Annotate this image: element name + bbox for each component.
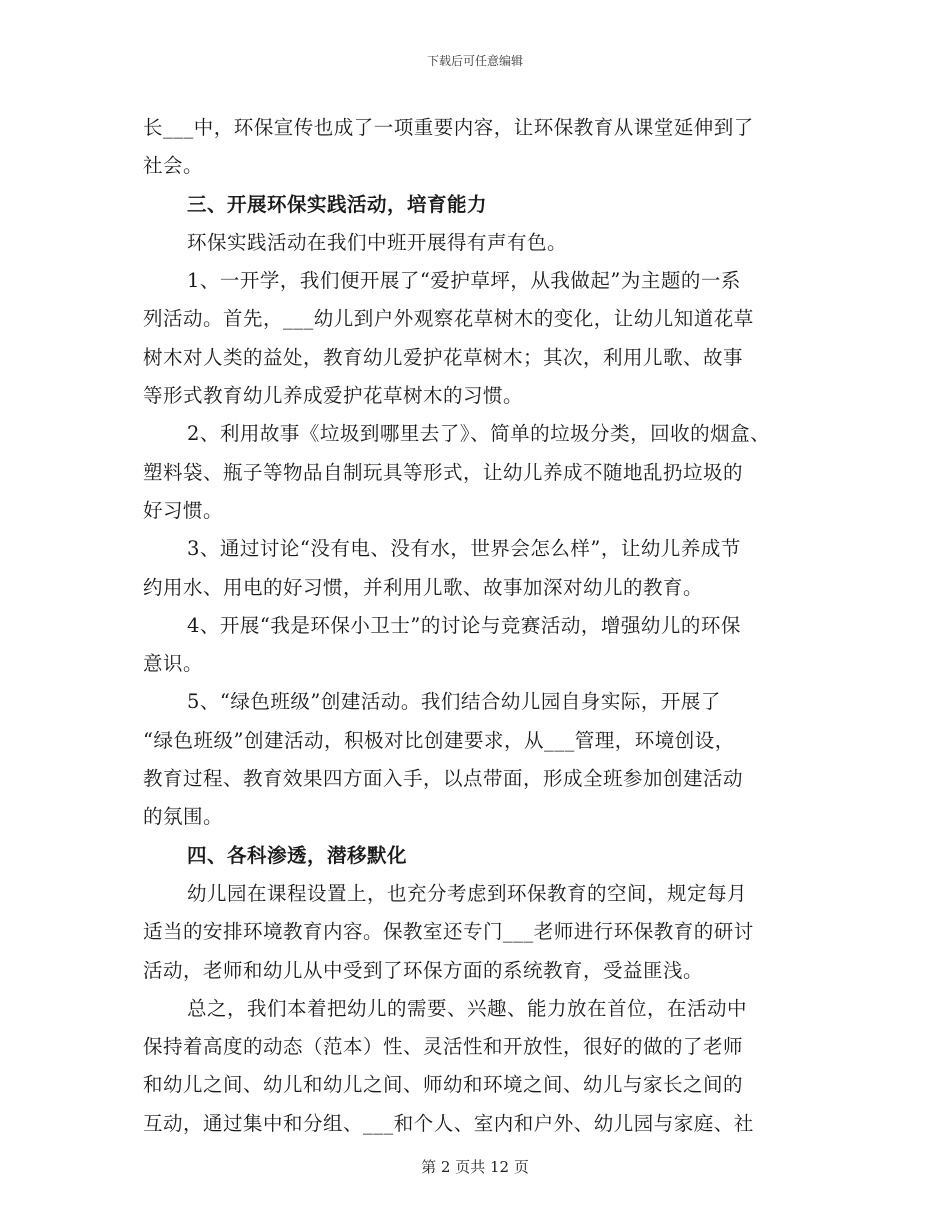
text-line: 总之，我们本着把幼儿的需要、兴趣、能力放在首位，在活动中	[187, 996, 748, 1020]
text-line: 树木对人类的益处，教育幼儿爱护花草树木；其次，利用儿歌、故事	[143, 345, 744, 369]
text-line: 保持着高度的动态（范本）性、灵活性和开放性，很好的做的了老师	[143, 1035, 744, 1059]
text-line: 社会。	[143, 154, 204, 178]
text-line: 4、开展“我是环保小卫士”的讨论与竞赛活动，增强幼儿的环保	[187, 613, 741, 637]
text-line: 3、通过讨论“没有电、没有水，世界会怎么样”，让幼儿养成节	[187, 537, 741, 561]
text-line: 好习惯。	[143, 498, 224, 522]
text-line: 5、“绿色班级”创建活动。我们结合幼儿园自身实际，开展了	[187, 690, 721, 714]
page-footer: 第 2 页共 12 页	[421, 1158, 529, 1176]
text-line: 活动，老师和幼儿从中受到了环保方面的系统教育，受益匪浅。	[143, 958, 704, 982]
text-line: 长___中，环保宣传也成了一项重要内容，让环保教育从课堂延伸到了	[143, 116, 754, 139]
text-line: 互动，通过集中和分组、___和个人、室内和户外、幼儿园与家庭、社	[143, 1111, 754, 1135]
page-header: 下载后可任意编辑	[426, 54, 523, 68]
text-line: 1、一开学，我们便开展了“爱护草坪，从我做起”为主题的一系	[187, 269, 741, 293]
text-line: “绿色班级”创建活动，积极对比创建要求，从___管理，环境创设，	[143, 728, 735, 752]
text-line: 等形式教育幼儿养成爱护花草树木的习惯。	[143, 384, 524, 408]
section-heading: 四、各科渗透，潜移默化	[187, 843, 408, 867]
text-line: 的氛围。	[143, 805, 224, 829]
text-line: 适当的安排环境教育内容。保教室还专门___老师进行环保教育的研讨	[143, 920, 754, 944]
document-body	[143, 109, 833, 1143]
text-line: 教育过程、教育效果四方面入手，以点带面，形成全班参加创建活动	[143, 767, 744, 791]
text-line: 列活动。首先，___幼儿到户外观察花草树木的变化，让幼儿知道花草	[143, 307, 754, 331]
text-line: 和幼儿之间、幼儿和幼儿之间、师幼和环境之间、幼儿与家长之间的	[143, 1073, 744, 1097]
text-line: 塑料袋、瓶子等物品自制玩具等形式，让幼儿养成不随地乱扔垃圾的	[143, 460, 744, 484]
text-line: 幼儿园在课程设置上，也充分考虑到环保教育的空间，规定每月	[187, 881, 748, 905]
text-line: 约用水、用电的好习惯，并利用儿歌、故事加深对幼儿的教育。	[143, 575, 704, 599]
text-line: 2、利用故事《垃圾到哪里去了》、简单的垃圾分类，回收的烟盒、	[187, 422, 771, 446]
section-heading: 三、开展环保实践活动，培育能力	[187, 192, 488, 216]
text-line: 环保实践活动在我们中班开展得有声有色。	[187, 230, 568, 254]
text-line: 意识。	[143, 652, 204, 676]
